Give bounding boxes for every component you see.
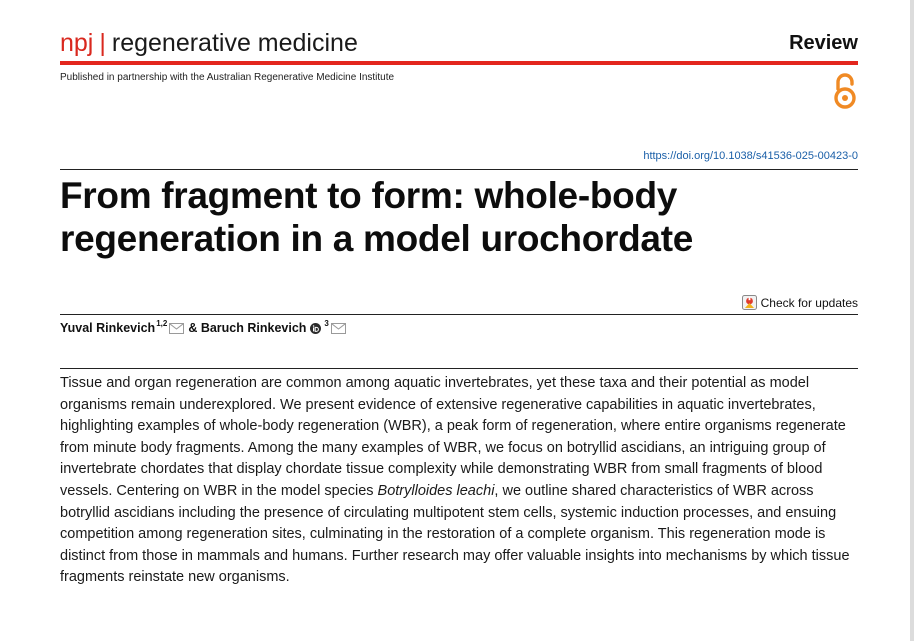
email-icon[interactable] — [331, 323, 346, 334]
masthead-rule — [60, 61, 858, 65]
author-affiliation: 1,2 — [156, 318, 168, 328]
partnership-line: Published in partnership with the Australian Regenerative Medicine Institute — [60, 72, 395, 83]
doi-link[interactable]: https://doi.org/10.1038/s41536-025-00423-0 — [643, 150, 858, 162]
abstract-rule — [60, 368, 858, 369]
email-icon[interactable] — [169, 323, 184, 334]
doi-rule — [60, 169, 858, 170]
species-name: Botrylloides leachi — [377, 482, 495, 499]
journal-prefix: npj — [60, 29, 94, 57]
journal-name: regenerative medicine — [111, 29, 358, 57]
author-name[interactable]: Baruch Rinkevich — [200, 321, 307, 335]
check-updates-icon — [742, 295, 757, 310]
author-list — [60, 318, 350, 335]
author-name[interactable]: Yuval Rinkevich — [60, 321, 156, 335]
abstract-part-1: Tissue and organ regeneration are common among aquatic invertebrates, yet these taxa and their potential as model organisms remain underexplored. We present evidence of extensive regenerative capabilities in aquatic invertebrates, highlighting examples of whole-body regeneration (WBR), a peak form of regeneration, where entire organisms regenerate from minute body fragments. Among the many examples of WBR, we focus on botryllid ascidians, an intriguing group of invertebrate chordates that display chordate tissue complexity while demonstrating WBR from small fragments of blood vessels. Centering on WBR in the model species — [60, 375, 846, 499]
orcid-icon[interactable] — [310, 323, 321, 334]
page-edge — [910, 0, 914, 641]
article-type: Review — [789, 32, 858, 54]
journal-separator: | — [99, 29, 106, 57]
author-joiner: & — [188, 321, 198, 335]
abstract-text — [60, 373, 860, 589]
abstract-part-2: , we outline shared characteristics of WBR across botryllid ascidians including the presence of circulating multipotent stem cells, systemic induction processes, and ensuing competition among regeneration sites, culminating in the restoration of a complete organism. This regeneration mode is distinct from those in mammals and humans. Further research may offer valuable insights into mechanisms by which tissue fragments reinstate new organisms. — [60, 482, 850, 586]
author-affiliation: 3 — [324, 318, 329, 328]
authors-rule — [60, 314, 858, 315]
masthead — [60, 28, 860, 60]
article-title: From fragment to form: whole-body regeneration in a model urochordate — [60, 175, 694, 259]
check-updates-button[interactable] — [742, 295, 858, 310]
journal-logo[interactable] — [60, 28, 358, 58]
open-access-icon[interactable] — [832, 72, 858, 110]
check-updates-label: Check for updates — [760, 295, 858, 310]
